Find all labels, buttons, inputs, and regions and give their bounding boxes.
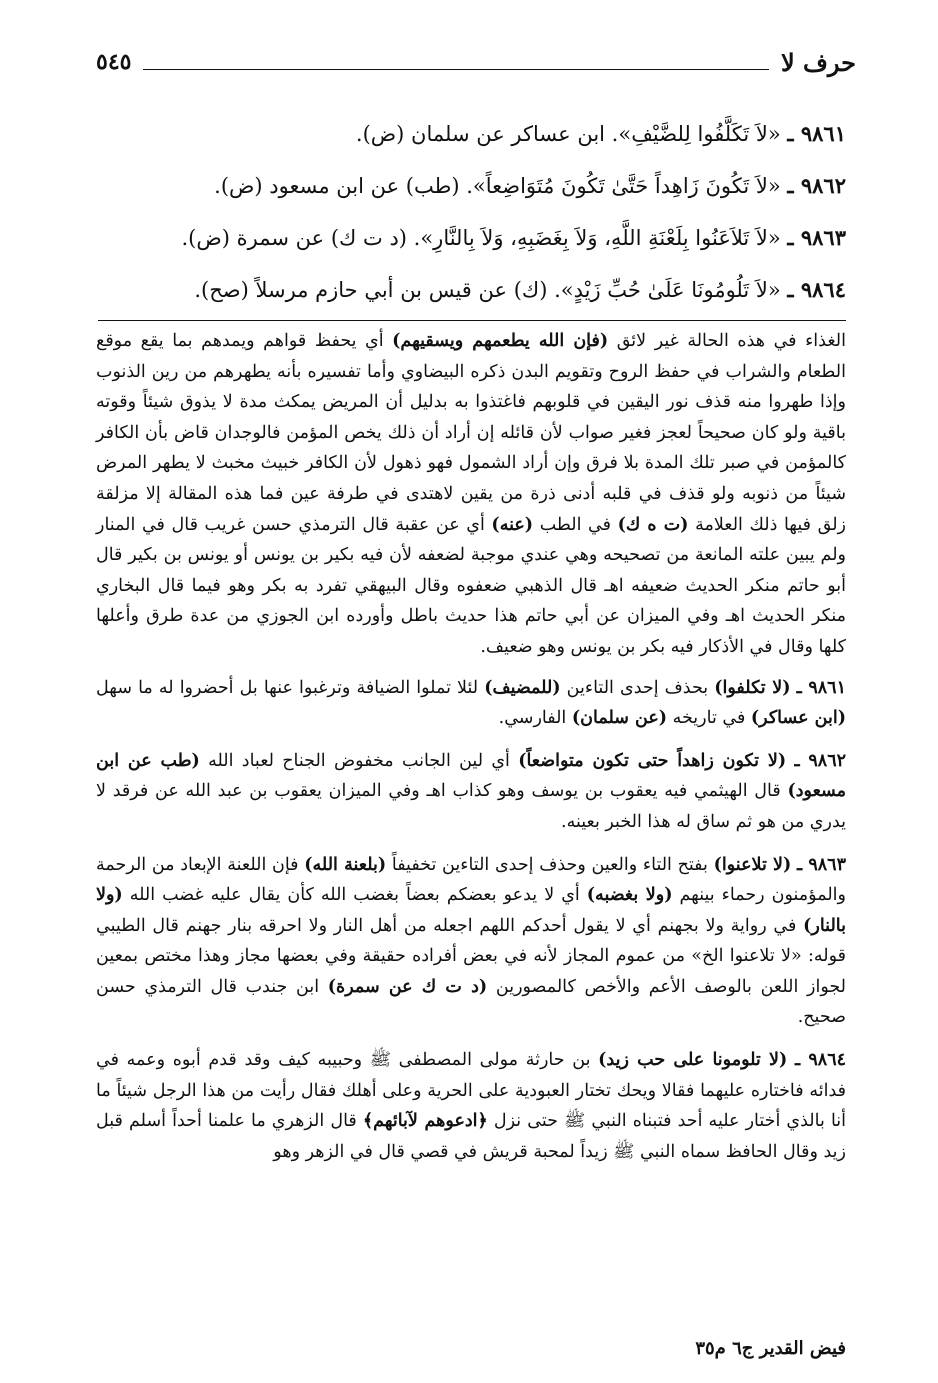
running-header [96, 44, 856, 80]
commentary-bold: (طب عن ابن مسعود) [96, 750, 846, 802]
commentary-text: في رواية ولا بجهنم أي لا يقول أحدكم اللهم اجعله من أهل النار ولا احرقه بنار جهنم قال الطيبي قوله: «لا تلاعنوا الخ» من عموم المجاز لأنه في بعض أفراده حقيقة وفي بعضها مجاز وهذا مختص بمعين لجواز اللعن بالوصف الأعم والأخص كالمصورين [96, 915, 846, 997]
section-divider [98, 320, 846, 321]
commentary-bold: (بلعنة الله) [304, 854, 387, 875]
commentary-bold: (عنه) [491, 514, 534, 535]
commentary-bold: (ابن عساكر) [750, 708, 846, 729]
commentary-text: في الطب [533, 514, 618, 535]
hadith-number: ٩٨٦٣ ـ [787, 225, 846, 250]
commentary-9863 [96, 850, 846, 1034]
commentary-text: الفارسي. [498, 708, 572, 729]
hadith-line [96, 160, 846, 212]
commentary-text: أي لين الجانب مخفوض الجناح لعباد الله [199, 750, 519, 771]
hadith-line [96, 212, 846, 264]
commentary-9864 [96, 1045, 846, 1167]
commentary-continuation [96, 326, 846, 663]
commentary-text: أي عن عقبة قال الترمذي حسن غريب قال في المنار ولم يبين علته المانعة من تصحيحه وهي عندي موجبة لضعفه لأن فيه بكير بن يونس أو يونس بن بكير قال أبو حاتم منكر الحديث ضعيفه اهـ قال الذهبي ضعفوه وقال البيهقي تفرد به بكر وهو فيما قال البخاري منكر الحديث اهـ وفي الميزان عن أبي حاتم هذا حديث باطل وأورده ابن الجوزي من عدة طرق وأعلها كلها وقال في الأذكار فيه بكر بن يونس وهو ضعيف. [96, 514, 846, 657]
commentary-text: ابن جندب قال الترمذي حسن صحيح. [96, 976, 846, 1028]
commentary-text: أي لا يدعو بعضكم بعضاً بغضب الله كأن يقال عليه غضب الله [122, 885, 587, 906]
commentary-9861 [96, 673, 846, 734]
hadith-line [96, 264, 846, 316]
commentary-bold: (ولا بالنار) [96, 885, 846, 936]
hadith-number: ٩٨٦١ ـ [787, 121, 846, 146]
hadith-text: «لاَ تَلاَعَنُوا بِلَعْنَةِ اللَّهِ، وَلاَ بِغَضَبِهِ، وَلاَ بِالنَّارِ». (د ت ك) عن سمرة (ض). [181, 226, 781, 250]
commentary-text: الغذاء في هذه الحالة غير لائق [608, 331, 846, 351]
hadith-text: «لاَ تَلُومُونَا عَلَىٰ حُبِّ زَيْدٍ». (ك) عن قيس بن أبي حازم مرسلاً (صح). [194, 278, 781, 302]
commentary-bold: (عن سلمان) [571, 708, 668, 729]
header-rule [143, 69, 769, 70]
commentary-text: بفتح التاء والعين وحذف إحدى التاءين تخفيفاً [386, 854, 714, 875]
commentary-bold: (د ت ك عن سمرة) [327, 976, 488, 997]
page-number: ٥٤٥ [96, 49, 132, 75]
commentary-bold: ﴿ادعوهم لآبائهم﴾ [362, 1111, 488, 1132]
commentary-number: ٩٨٦٤ ـ [795, 1050, 846, 1071]
commentary-bold: (لا تكون زاهداً حتى تكون متواضعاً) [518, 750, 787, 771]
commentary [96, 326, 846, 1179]
commentary-number: ٩٨٦٣ ـ [797, 854, 846, 875]
hadith-number: ٩٨٦٢ ـ [787, 173, 846, 198]
commentary-text: أي يحفظ قواهم ويمدهم بما يقع موقع الطعام والشراب في حفظ الروح وتقويم البدن ذكره البيضاوي وأما تفسيره بأنه يطهرهم من رين الذنوب وإذا طهروا منه قذف نور اليقين في قلوبهم فاغتذوا به بدليل أن المريض يمكث مدة لا يذوق شيئاً وقوته باقية ولو كان صحيحاً لعجز فغير صواب لأن قائله إن أراد أن ذلك يخص المؤمن فالوجدان قاض بأن الكافر كالمؤمن في صبر تلك المدة بلا فرق وإن أراد الشمول فهو ذهول لأن الكافر خبيث مخبث لا يطهر المرض شيئاً من ذنوبه ولو قذف في قلبه أدنى ذرة من يقين لاهتدى في طرفة عين فما هذه المقالة إلا مزلقة زلق فيها ذلك العلامة [96, 331, 846, 535]
commentary-text: لئلا تملوا الضيافة وترغبوا عنها بل أحضروا له ما سهل [96, 677, 485, 698]
commentary-text: قال الزهري ما علمنا أحداً أسلم قبل زيد وقال الحافظ سماه النبي ﷺ زيداً لمحبة قريش في قصي قال في الزهر وهو [96, 1111, 846, 1162]
hadith-text: «لاَ تَكُونَ زَاهِداً حَتَّىٰ تَكُونَ مُتَوَاضِعاً». (طب) عن ابن مسعود (ض). [214, 174, 781, 198]
commentary-text: فإن اللعنة الإبعاد من الرحمة والمؤمنون رحماء بينهم [96, 854, 846, 906]
commentary-bold: (ولا بغضبه) [586, 885, 673, 906]
commentary-text: بحذف إحدى التاءين [560, 677, 715, 698]
commentary-bold: (لا تلاعنوا) [713, 854, 792, 875]
footer-signature: فيض القدير ج٦ م٣٥ [695, 1338, 846, 1359]
commentary-number: ٩٨٦٢ ـ [794, 750, 846, 771]
commentary-number: ٩٨٦١ ـ [796, 677, 846, 698]
commentary-text: في تاريخه [667, 708, 751, 729]
hadith-number: ٩٨٦٤ ـ [787, 277, 846, 302]
commentary-bold: (فإن الله يطعمهم ويسقيهم) [392, 331, 609, 351]
hadith-list [96, 108, 846, 316]
commentary-9862 [96, 746, 846, 838]
hadith-line [96, 108, 846, 160]
chapter-title: حرف لا [781, 47, 856, 77]
commentary-text: بن حارثة مولى المصطفى ﷺ وحبيبه كيف وقد قدم أبوه وعمه في فدائه فاختاره عليهما فقالا ويحك تختار العبودية على الحرية وعلى أهلك فقال رأيت من هذا الرجل شيئاً ما أنا بالذي أختار عليه أحد فتبناه النبي ﷺ حتى نزل [96, 1050, 847, 1132]
commentary-bold: (لا تكلفوا) [714, 677, 791, 698]
commentary-bold: (ت ه ك) [617, 514, 689, 535]
commentary-bold: (لا تلومونا على حب زيد) [598, 1050, 788, 1071]
commentary-text: قال الهيثمي فيه يعقوب بن يوسف وهو كذاب اهـ وفي الميزان يعقوب بن عبد الله عن فرقد لا يدري من هو ثم ساق له هذا الخبر بعينه. [96, 781, 846, 832]
commentary-bold: (للمضيف) [484, 677, 561, 698]
hadith-text: «لاَ تَكَلَّفُوا لِلضَّيْفِ». ابن عساكر عن سلمان (ض). [355, 122, 781, 146]
